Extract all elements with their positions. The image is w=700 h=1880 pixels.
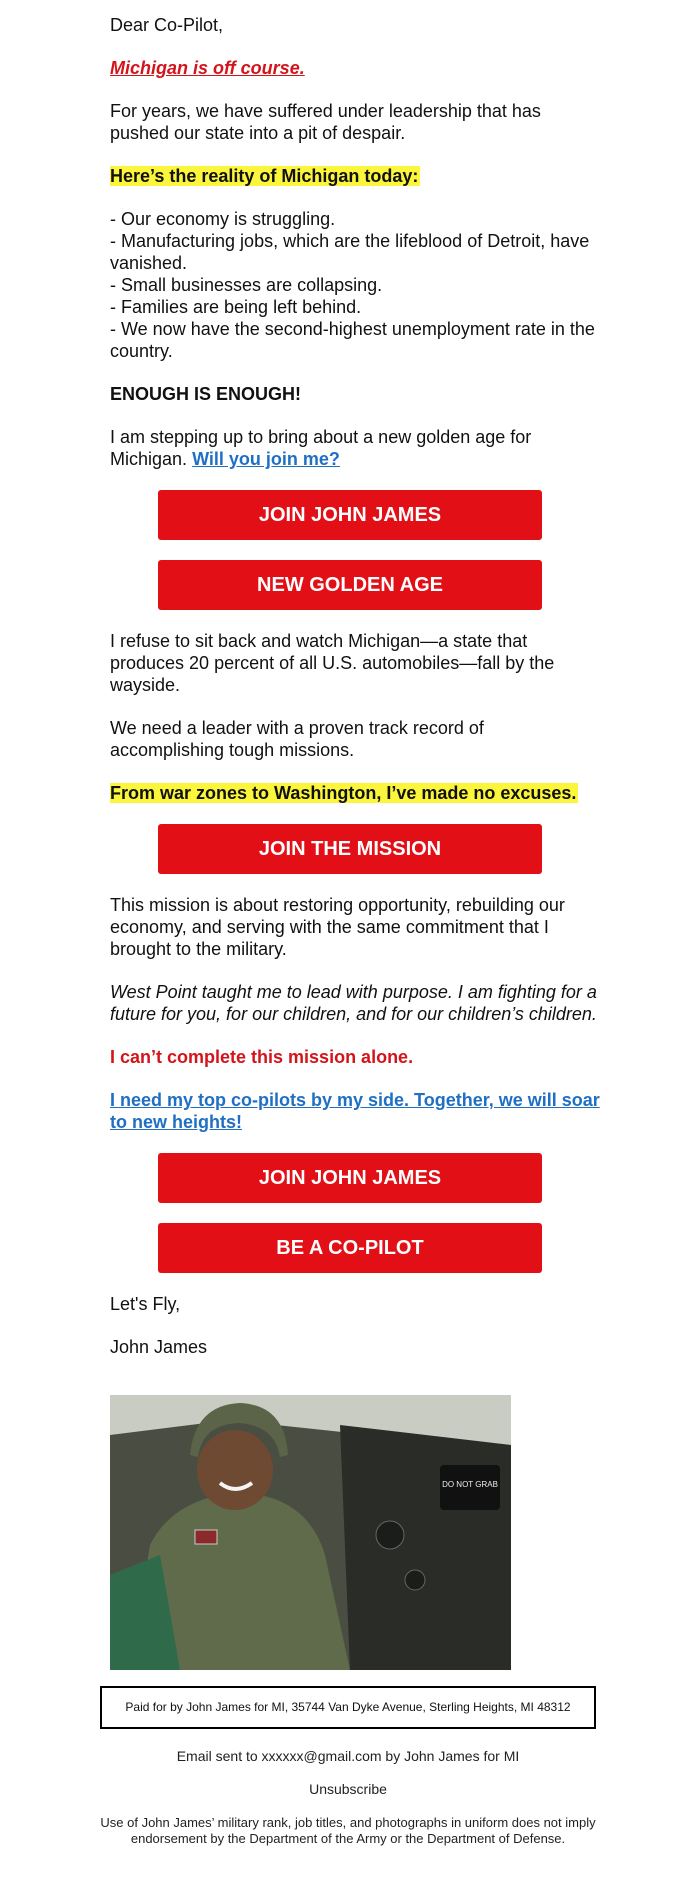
flag-patch [195,1530,217,1544]
headline [110,57,600,79]
refuse-paragraph: I refuse to sit back and watch Michigan—a state that produces 20 percent of all U.S. automobiles—fall by the wayside. [110,631,555,695]
join-me-link[interactable]: Will you join me? [192,449,340,469]
control-label: DO NOT GRAB [442,1480,498,1489]
gauge [376,1521,404,1549]
signature: John James [110,1337,208,1357]
military-disclaimer: Use of John James’ military rank, job titles, and photographs in uniform does not imply endorsement by the Department of the Army or the Department of Defense. [100,1815,596,1846]
pilot-photo [110,1395,511,1670]
greeting: Dear Co-Pilot, [110,15,224,35]
sent-to-line: Email sent to xxxxxx@gmail.com by John James for MI [176,1748,520,1764]
copilots-paragraph [110,1089,600,1133]
join-the-mission-button[interactable]: JOIN THE MISSION [158,824,542,874]
face [197,1430,273,1510]
list-item: - Families are being left behind. [110,297,362,317]
list-item: - Manufacturing jobs, which are the lifeblood of Detroit, have vanished. [110,231,590,273]
list-item: - Small businesses are collapsing. [110,275,383,295]
unsubscribe-link[interactable]: Unsubscribe [309,1781,387,1797]
intro-paragraph: For years, we have suffered under leadership that has pushed our state into a pit of despair. [110,101,541,143]
list-item: - We now have the second-highest unemployment rate in the country. [110,319,595,361]
email-body [110,0,600,1358]
join-john-james-button[interactable]: JOIN JOHN JAMES [158,490,542,540]
reality-heading-text: Here’s the reality of Michigan today: [110,166,419,186]
new-golden-age-button[interactable]: NEW GOLDEN AGE [158,560,542,610]
pilot-photo-illustration [110,1395,511,1670]
cant-complete-line: I can’t complete this mission alone. [110,1047,414,1067]
reality-heading [110,165,600,187]
war-zones-line [110,782,600,804]
instrument-panel [340,1425,511,1670]
list-item: - Our economy is struggling. [110,209,336,229]
stepping-up-paragraph [110,426,600,470]
mission-paragraph: This mission is about restoring opportunity, rebuilding our economy, and serving with the same commitment that I brought to the military. [110,895,565,959]
gauge [405,1570,425,1590]
join-john-james-button-2[interactable]: JOIN JOHN JAMES [158,1153,542,1203]
be-a-copilot-button[interactable]: BE A CO-PILOT [158,1223,542,1273]
headline-text: Michigan is off course. [110,58,305,78]
stepping-up-text: I am stepping up to bring about a new golden age for Michigan. [110,427,532,469]
enough-heading: ENOUGH IS ENOUGH! [110,384,302,404]
war-zones-text: From war zones to Washington, I’ve made no excuses. [110,783,577,803]
paid-for-box: Paid for by John James for MI, 35744 Van Dyke Avenue, Sterling Heights, MI 48312 [100,1686,596,1729]
west-point-paragraph: West Point taught me to lead with purpose. I am fighting for a future for you, for our children, and for our children’s children. [110,982,597,1024]
signoff: Let's Fly, [110,1294,181,1314]
leader-paragraph: We need a leader with a proven track record of accomplishing tough missions. [110,718,484,760]
copilots-link[interactable]: I need my top co-pilots by my side. Together, we will soar to new heights! [110,1090,600,1132]
reality-list [110,208,600,362]
